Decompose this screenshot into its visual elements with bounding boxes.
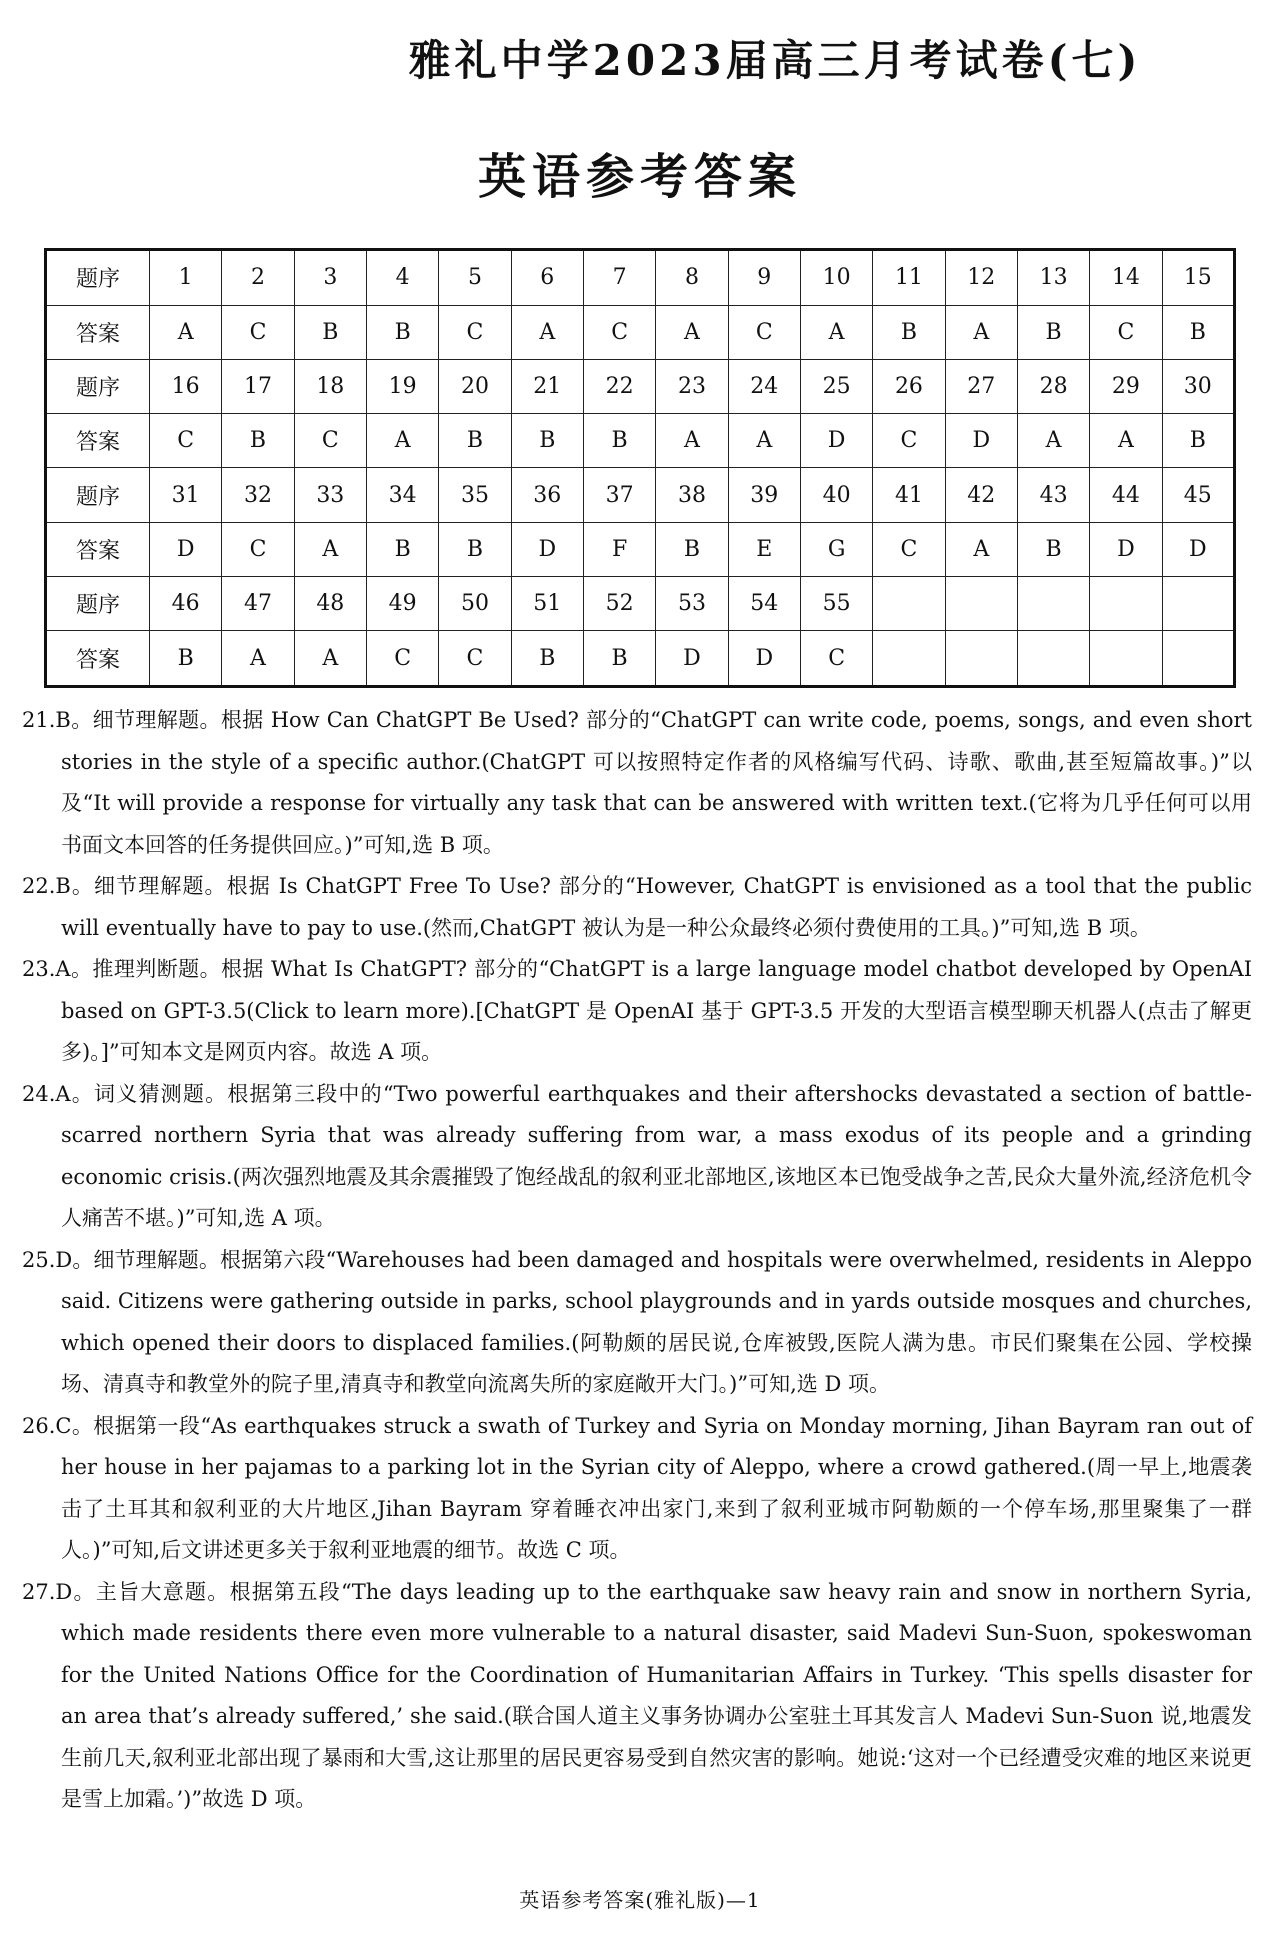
answer-row bbox=[46, 414, 1235, 468]
answer-cell: C bbox=[873, 414, 945, 468]
answer-cell: C bbox=[583, 305, 655, 359]
answer-cell: A bbox=[1017, 414, 1089, 468]
answer-cell: A bbox=[222, 631, 294, 687]
answer-cell: A bbox=[366, 414, 438, 468]
answer-cell: A bbox=[728, 414, 800, 468]
question-number-cell: 12 bbox=[945, 250, 1017, 306]
answer-cell: A bbox=[1090, 414, 1162, 468]
question-number-cell: 3 bbox=[294, 250, 366, 306]
question-number-row bbox=[46, 360, 1235, 414]
answer-cell: B bbox=[439, 522, 511, 576]
question-number-cell: 13 bbox=[1017, 250, 1089, 306]
question-number-cell: 43 bbox=[1017, 468, 1089, 522]
answer-cell: F bbox=[583, 522, 655, 576]
question-number-label: 题序 bbox=[46, 250, 150, 306]
question-number-label: 题序 bbox=[46, 360, 150, 414]
question-number-cell: 20 bbox=[439, 360, 511, 414]
answer-cell: D bbox=[656, 631, 728, 687]
answer-cell: C bbox=[439, 305, 511, 359]
page-footer: 英语参考答案(雅礼版)—1 bbox=[519, 1888, 761, 1912]
question-number-cell: 33 bbox=[294, 468, 366, 522]
answer-cell: A bbox=[294, 522, 366, 576]
answer-label: 答案 bbox=[46, 414, 150, 468]
answer-cell: A bbox=[945, 522, 1017, 576]
question-number-cell: 23 bbox=[656, 360, 728, 414]
question-number-cell: 42 bbox=[945, 468, 1017, 522]
question-number-cell: 29 bbox=[1090, 360, 1162, 414]
question-number-cell: 25 bbox=[800, 360, 872, 414]
question-number-cell: 19 bbox=[366, 360, 438, 414]
question-number-cell: 45 bbox=[1162, 468, 1234, 522]
question-number-cell: 39 bbox=[728, 468, 800, 522]
question-number-cell: 2 bbox=[222, 250, 294, 306]
answer-cell: C bbox=[222, 305, 294, 359]
question-number-row bbox=[46, 576, 1235, 630]
question-number-cell: 8 bbox=[656, 250, 728, 306]
answer-cell bbox=[1090, 631, 1162, 687]
answer-cell: B bbox=[1162, 305, 1234, 359]
question-number-cell: 38 bbox=[656, 468, 728, 522]
answer-cell: B bbox=[222, 414, 294, 468]
question-number-label: 题序 bbox=[46, 468, 150, 522]
question-number-cell: 50 bbox=[439, 576, 511, 630]
question-number-cell: 31 bbox=[150, 468, 222, 522]
question-number-cell: 22 bbox=[583, 360, 655, 414]
answer-label: 答案 bbox=[46, 305, 150, 359]
question-number-cell bbox=[873, 576, 945, 630]
question-number-cell: 51 bbox=[511, 576, 583, 630]
question-number-cell: 21 bbox=[511, 360, 583, 414]
question-number-cell: 53 bbox=[656, 576, 728, 630]
question-number-cell: 36 bbox=[511, 468, 583, 522]
answer-cell: A bbox=[945, 305, 1017, 359]
answer-cell: C bbox=[294, 414, 366, 468]
question-number-cell bbox=[1017, 576, 1089, 630]
answer-cell bbox=[873, 631, 945, 687]
answer-cell: C bbox=[1090, 305, 1162, 359]
question-number-cell: 26 bbox=[873, 360, 945, 414]
question-number-cell: 35 bbox=[439, 468, 511, 522]
question-number-cell: 55 bbox=[800, 576, 872, 630]
question-number-cell: 30 bbox=[1162, 360, 1234, 414]
answer-cell bbox=[945, 631, 1017, 687]
question-number-cell: 28 bbox=[1017, 360, 1089, 414]
question-number-cell: 48 bbox=[294, 576, 366, 630]
answer-cell: A bbox=[656, 305, 728, 359]
question-number-cell: 14 bbox=[1090, 250, 1162, 306]
answer-cell: B bbox=[366, 522, 438, 576]
answer-cell: B bbox=[1017, 522, 1089, 576]
answer-cell: C bbox=[728, 305, 800, 359]
question-number-cell: 27 bbox=[945, 360, 1017, 414]
question-number-cell: 44 bbox=[1090, 468, 1162, 522]
analysis-item-27: 27.D。主旨大意题。根据第五段“The days leading up to the earthquake saw heavy rain and snow in northern Syria, which made residents there even more vulnerable to a natural disaster, said Madevi Sun-Suon, spokeswoman for the United Nations Office for the Coordination of Humanitarian Affairs in Turkey. ‘This spells disaster for an area that’s already suffered,’ she said.(联合国人道主义事务协调办公室驻土耳其发言人 Madevi Sun-Suon 说,地震发生前几天,叙利亚北部出现了暴雨和大雪,这让那里的居民更容易受到自然灾害的影响。她说:‘这对一个已经遭受灾难的地区来说更是雪上加霜。’)”故选 D 项。 bbox=[22, 1579, 1252, 1811]
answer-cell bbox=[1162, 631, 1234, 687]
answer-cell: C bbox=[366, 631, 438, 687]
answer-cell: C bbox=[873, 522, 945, 576]
question-number-cell: 49 bbox=[366, 576, 438, 630]
answer-cell: A bbox=[656, 414, 728, 468]
question-number-cell: 11 bbox=[873, 250, 945, 306]
question-number-cell bbox=[1162, 576, 1234, 630]
question-number-label: 题序 bbox=[46, 576, 150, 630]
answer-cell: C bbox=[222, 522, 294, 576]
question-number-cell: 6 bbox=[511, 250, 583, 306]
answer-cell: C bbox=[150, 414, 222, 468]
answer-cell: B bbox=[511, 414, 583, 468]
answer-cell: B bbox=[439, 414, 511, 468]
analysis-item-25: 25.D。细节理解题。根据第六段“Warehouses had been damaged and hospitals were overwhelmed, residents in Aleppo said. Citizens were gathering outside in parks, school playgrounds and in yards outside mosques and churches, which opened their doors to displaced families.(阿勒颇的居民说,仓库被毁,医院人满为患。市民们聚集在公园、学校操场、清真寺和教堂外的院子里,清真寺和教堂向流离失所的家庭敞开大门。)”可知,选 D 项。 bbox=[22, 1247, 1252, 1396]
answer-cell: D bbox=[945, 414, 1017, 468]
answer-cell: A bbox=[294, 631, 366, 687]
question-number-cell: 47 bbox=[222, 576, 294, 630]
question-number-cell: 1 bbox=[150, 250, 222, 306]
answer-cell: B bbox=[366, 305, 438, 359]
answer-cell: D bbox=[800, 414, 872, 468]
answer-label: 答案 bbox=[46, 522, 150, 576]
answer-analysis bbox=[22, 700, 1252, 1821]
question-number-cell: 24 bbox=[728, 360, 800, 414]
answer-label: 答案 bbox=[46, 631, 150, 687]
answer-cell: B bbox=[1162, 414, 1234, 468]
question-number-cell: 9 bbox=[728, 250, 800, 306]
question-number-cell: 10 bbox=[800, 250, 872, 306]
answer-cell: B bbox=[1017, 305, 1089, 359]
answer-cell: E bbox=[728, 522, 800, 576]
question-number-cell: 46 bbox=[150, 576, 222, 630]
answer-cell: B bbox=[583, 631, 655, 687]
answer-key-table bbox=[44, 248, 1236, 688]
question-number-row bbox=[46, 468, 1235, 522]
answer-cell: C bbox=[800, 631, 872, 687]
question-number-cell: 17 bbox=[222, 360, 294, 414]
answer-row bbox=[46, 305, 1235, 359]
answer-cell: D bbox=[728, 631, 800, 687]
answer-row bbox=[46, 631, 1235, 687]
question-number-cell: 15 bbox=[1162, 250, 1234, 306]
question-number-cell: 41 bbox=[873, 468, 945, 522]
question-number-row bbox=[46, 250, 1235, 306]
school-exam-title: 雅礼中学2023届高三月考试卷(七) bbox=[408, 36, 1142, 85]
question-number-cell bbox=[945, 576, 1017, 630]
answer-cell: D bbox=[150, 522, 222, 576]
answer-cell: D bbox=[511, 522, 583, 576]
answer-cell: B bbox=[150, 631, 222, 687]
answer-cell: B bbox=[511, 631, 583, 687]
question-number-cell: 5 bbox=[439, 250, 511, 306]
answer-cell: A bbox=[150, 305, 222, 359]
answer-cell: B bbox=[583, 414, 655, 468]
question-number-cell: 37 bbox=[583, 468, 655, 522]
document-title: 英语参考答案 bbox=[477, 149, 802, 205]
question-number-cell: 18 bbox=[294, 360, 366, 414]
analysis-item-21: 21.B。细节理解题。根据 How Can ChatGPT Be Used? 部分的“ChatGPT can write code, poems, songs, and even short stories in the style of a specific author.(ChatGPT 可以按照特定作者的风格编写代码、诗歌、歌曲,甚至短篇故事。)”以及“It will provide a response for virtually any task that can be answered with written text.(它将为几乎任何可以用书面文本回答的任务提供回应。)”可知,选 B 项。 bbox=[22, 708, 1252, 857]
question-number-cell: 7 bbox=[583, 250, 655, 306]
question-number-cell: 34 bbox=[366, 468, 438, 522]
answer-cell: G bbox=[800, 522, 872, 576]
analysis-item-24: 24.A。词义猜测题。根据第三段中的“Two powerful earthquakes and their aftershocks devastated a section of battle-scarred northern Syria that was already suffering from war, a mass exodus of its people and a grinding economic crisis.(两次强烈地震及其余震摧毁了饱经战乱的叙利亚北部地区,该地区本已饱受战争之苦,民众大量外流,经济危机令人痛苦不堪。)”可知,选 A 项。 bbox=[22, 1081, 1252, 1230]
answer-cell bbox=[1017, 631, 1089, 687]
question-number-cell: 54 bbox=[728, 576, 800, 630]
answer-cell: A bbox=[800, 305, 872, 359]
answer-cell: A bbox=[511, 305, 583, 359]
analysis-item-22: 22.B。细节理解题。根据 Is ChatGPT Free To Use? 部分的“However, ChatGPT is envisioned as a tool that the public will eventually have to pay to use.(然而,ChatGPT 被认为是一种公众最终必须付费使用的工具。)”可知,选 B 项。 bbox=[22, 874, 1252, 940]
question-number-cell: 40 bbox=[800, 468, 872, 522]
answer-cell: C bbox=[439, 631, 511, 687]
answer-cell: D bbox=[1090, 522, 1162, 576]
answer-cell: D bbox=[1162, 522, 1234, 576]
analysis-item-26: 26.C。根据第一段“As earthquakes struck a swath of Turkey and Syria on Monday morning, Jihan Bayram ran out of her house in her pajamas to a parking lot in the Syrian city of Aleppo, where a crowd gathered.(周一早上,地震袭击了土耳其和叙利亚的大片地区,Jihan Bayram 穿着睡衣冲出家门,来到了叙利亚城市阿勒颇的一个停车场,那里聚集了一群人。)”可知,后文讲述更多关于叙利亚地震的细节。故选 C 项。 bbox=[22, 1413, 1252, 1562]
question-number-cell: 32 bbox=[222, 468, 294, 522]
answer-cell: B bbox=[294, 305, 366, 359]
answer-cell: B bbox=[873, 305, 945, 359]
answer-row bbox=[46, 522, 1235, 576]
question-number-cell: 16 bbox=[150, 360, 222, 414]
answer-cell: B bbox=[656, 522, 728, 576]
question-number-cell bbox=[1090, 576, 1162, 630]
question-number-cell: 52 bbox=[583, 576, 655, 630]
analysis-item-23: 23.A。推理判断题。根据 What Is ChatGPT? 部分的“ChatGPT is a large language model chatbot developed by OpenAI based on GPT-3.5(Click to learn more).[ChatGPT 是 OpenAI 基于 GPT-3.5 开发的大型语言模型聊天机器人(点击了解更多)。]”可知本文是网页内容。故选 A 项。 bbox=[22, 957, 1252, 1064]
question-number-cell: 4 bbox=[366, 250, 438, 306]
